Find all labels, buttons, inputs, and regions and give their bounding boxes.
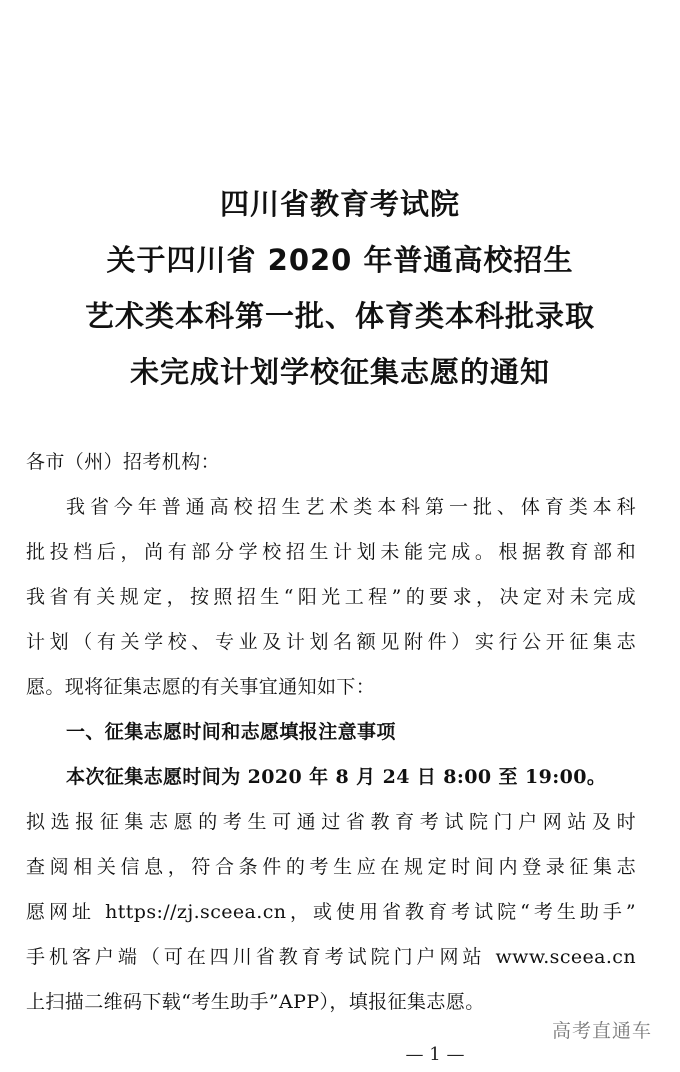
document-title [0,176,680,400]
para2-line-3: 愿网址 https://zj.sceea.cn，或使用省教育考试院“考生助手” [26,901,636,923]
para2-line-1: 拟选报征集志愿的考生可通过省教育考试院门户网站及时 [26,811,636,833]
title-line-3: 艺术类本科第一批、体育类本科批录取 [84,299,595,333]
watermark-text: 高考直通车 [551,1020,652,1042]
para2-line-5: 上扫描二维码下载“考生助手”APP），填报征集志愿。 [26,991,485,1013]
para1-line-5: 愿。现将征集志愿的有关事宜通知如下： [26,676,376,698]
para2-line-4: 手机客户端（可在四川省教育考试院门户网站 www.sceea.cn [26,946,636,968]
title-line-1: 四川省教育考试院 [219,187,460,221]
document-body [26,440,636,1025]
para1-line-3: 我省有关规定，按照招生“阳光工程”的要求，决定对未完成 [26,586,636,608]
para1-line-4: 计划（有关学校、专业及计划名额见附件）实行公开征集志 [26,631,636,653]
para1-line-1: 我省今年普通高校招生艺术类本科第一批、体育类本科 [66,496,636,518]
para2-line-2: 查阅相关信息，符合条件的考生应在规定时间内登录征集志 [26,856,636,878]
title-line-2: 关于四川省 2020 年普通高校招生 [106,243,574,277]
addressee: 各市（州）招考机构： [26,451,221,473]
para1-line-2: 批投档后，尚有部分学校招生计划未能完成。根据教育部和 [26,541,636,563]
para2-bold-line: 本次征集志愿时间为 2020 年 8 月 24 日 8:00 至 19:00。 [66,766,607,788]
page-number: — 1 — [405,1044,465,1065]
section-heading-1: 一、征集志愿时间和志愿填报注意事项 [66,721,396,743]
title-line-4: 未完成计划学校征集志愿的通知 [129,355,550,389]
